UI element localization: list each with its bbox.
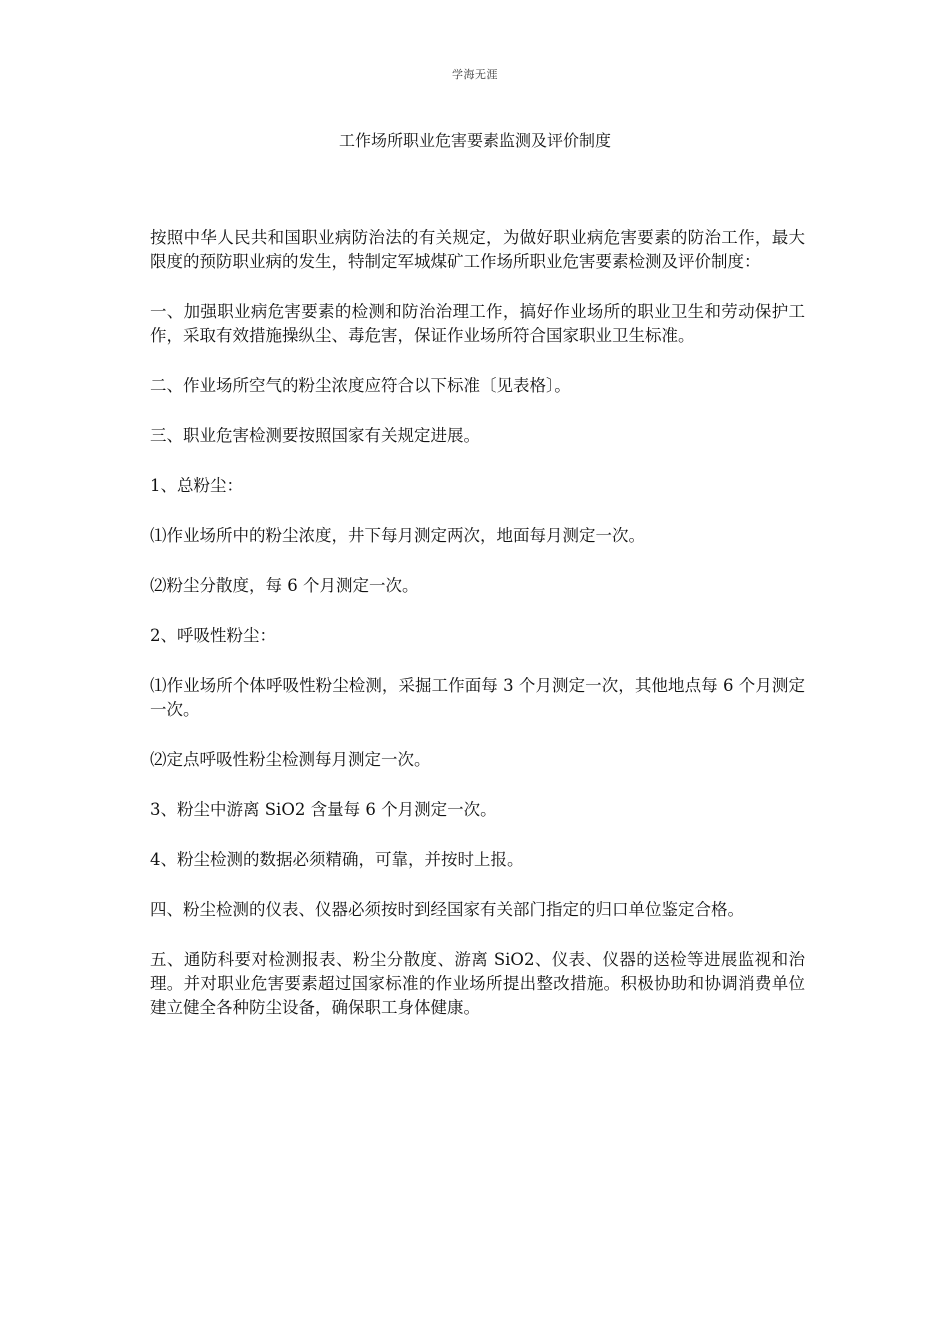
paragraph-intro: 按照中华人民共和国职业病防治法的有关规定，为做好职业病危害要素的防治工作，最大限度的预防职业病的发生，特制定军城煤矿工作场所职业危害要素检测及评价制度： <box>150 228 805 271</box>
page-header: 学海无涯 <box>452 68 498 81</box>
paragraph-item-2: 二、作业场所空气的粉尘浓度应符合以下标准〔见表格〕。 <box>150 376 571 395</box>
paragraph-item-4: 四、粉尘检测的仪表、仪器必须按时到经国家有关部门指定的归口单位鉴定合格。 <box>150 900 744 919</box>
paragraph-sub-total-dust: 1、总粉尘： <box>150 476 243 495</box>
paragraph-sub-4: 4、粉尘检测的数据必须精确，可靠，并按时上报。 <box>150 850 524 869</box>
document-body <box>150 226 805 1020</box>
paragraph-sub-respirable-dust: 2、呼吸性粉尘： <box>150 626 276 645</box>
paragraph-sub-2-1: ⑴作业场所个体呼吸性粉尘检测，采掘工作面每 3 个月测定一次，其他地点每 6 个月测定一次。 <box>150 676 805 719</box>
paragraph-sub-1-1: ⑴作业场所中的粉尘浓度，井下每月测定两次，地面每月测定一次。 <box>150 526 645 545</box>
paragraph-sub-3: 3、粉尘中游离 SiO2 含量每 6 个月测定一次。 <box>150 800 497 819</box>
paragraph-item-5: 五、通防科要对检测报表、粉尘分散度、游离 SiO2、仪表、仪器的送检等进展监视和治理。并对职业危害要素超过国家标准的作业场所提出整改措施。积极协助和协调消费单位建立健全各种防尘设备，确保职工身体健康。 <box>150 950 805 1017</box>
paragraph-sub-2-2: ⑵定点呼吸性粉尘检测每月测定一次。 <box>150 750 431 769</box>
paragraph-item-1: 一、加强职业病危害要素的检测和防治治理工作，搞好作业场所的职业卫生和劳动保护工作，采取有效措施操纵尘、毒危害，保证作业场所符合国家职业卫生标准。 <box>150 302 805 345</box>
paragraph-item-3: 三、职业危害检测要按照国家有关规定进展。 <box>150 426 480 445</box>
paragraph-sub-1-2: ⑵粉尘分散度，每 6 个月测定一次。 <box>150 576 419 595</box>
document-title: 工作场所职业危害要素监测及评价制度 <box>338 131 611 150</box>
